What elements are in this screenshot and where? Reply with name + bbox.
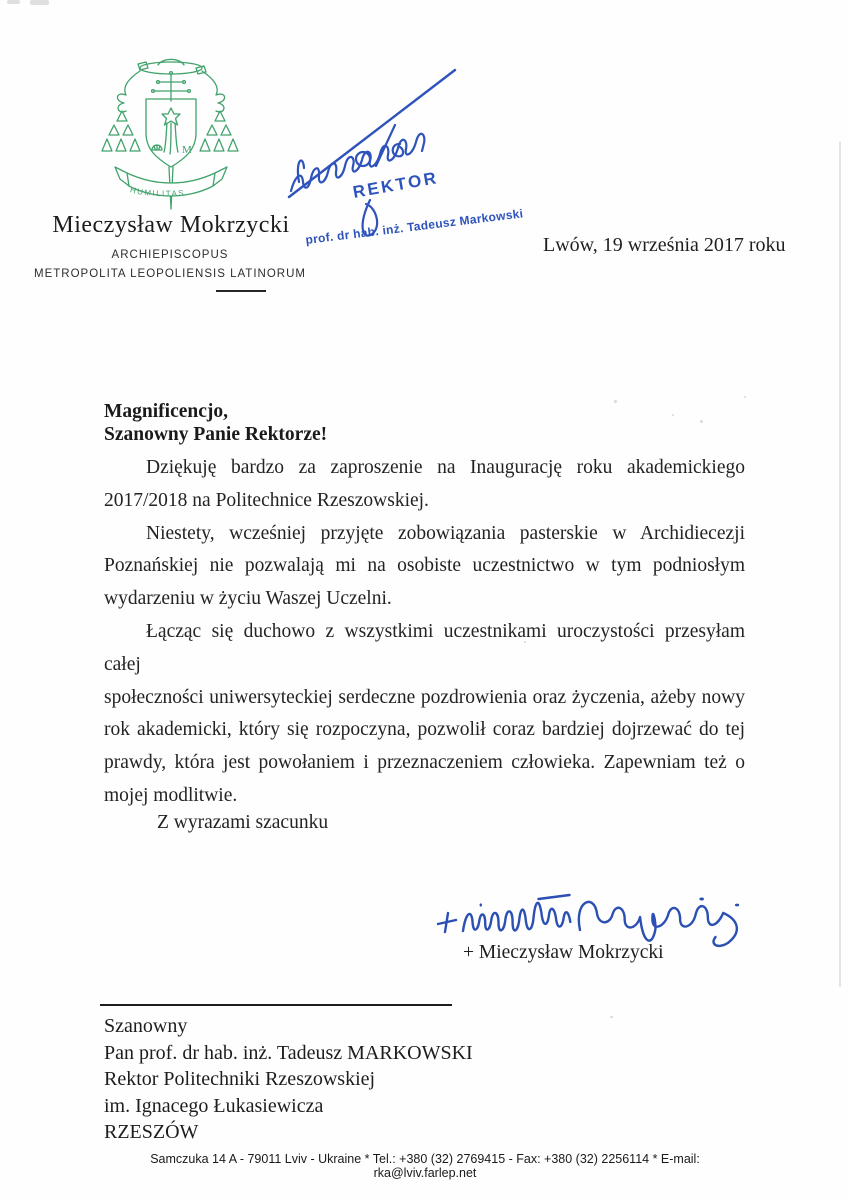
letter-body [104,400,745,813]
signature-first-name [463,895,570,931]
comet-tail [164,123,178,154]
body-line: Łącząc się duchowo z wszystkimi uczestnikami uroczystości przesyłam całej [104,620,745,675]
cord-left [117,71,140,112]
salutation-line-1: Magnificencjo, [104,401,229,422]
recipient-rule [100,1004,452,1006]
paragraph-2 [104,518,745,616]
body-line: Poznańskiej nie pozwalają mi na osobiste uczestnictwo w tym podniosłym [104,555,745,577]
signature-i-dot [699,898,704,901]
footer-contact-line: Samczuka 14 A - 79011 Lviv - Ukraine * Tel.: +380 (32) 2769415 - Fax: +380 (32) 2256114 * E-mail: rka@lviv.farlep.net [150,1152,700,1180]
letter-m-charge: M [182,144,192,156]
recipient-line: Pan prof. dr hab. inż. Tadeusz MARKOWSKI [104,1041,473,1064]
scan-smudge [7,0,20,4]
paragraph-1 [104,452,745,518]
letterhead-title-2: METROPOLITA LEOPOLIENSIS LATINORUM [34,268,306,280]
body-line: mojej modlitwie. [104,784,238,806]
recipient-line: im. Ignacego Łukasiewicza [104,1094,324,1117]
body-line: wydarzeniu w życiu Waszej Uczelni. [104,588,392,610]
cross-upper [154,74,188,101]
signature-cross [438,913,456,932]
signature-l-bar [538,895,569,899]
salutation-line-2: Szanowny Panie Rektorze! [104,424,328,445]
signature-end-dot [735,904,739,907]
shell-charge [152,145,162,150]
closing-line: Z wyrazami szacunku [157,812,329,833]
recipient-block [104,1013,473,1146]
letterhead-rule [216,290,266,292]
handwritten-annotation [278,58,553,258]
body-line: Niestety, wcześniej przyjęte zobowiązania pasterskie w Archidiecezji [146,522,745,544]
paragraph-3 [104,616,745,813]
scan-speck [610,1016,613,1018]
tassels-left [102,111,140,151]
recipient-line: Rektor Politechniki Rzeszowskiej [104,1068,376,1090]
rector-name-stamp: prof. dr hab. inż. Tadeusz Markowski [304,206,525,247]
rektor-stamp: REKTOR [351,168,440,202]
recipient-line: RZESZÓW [104,1121,199,1143]
typed-signature: + Mieczysław Mokrzycki [463,942,664,963]
scan-speck [744,396,746,398]
signature-tail [714,913,737,946]
recipient-line: Szanowny [104,1015,188,1037]
body-line: społeczności uniwersyteckiej serdeczne pozdrowienia oraz życzenia, ażeby nowy [104,686,745,708]
body-line: rok akademicki, który się rozpoczyna, pozwolił coraz bardziej dojrzewać do tej [104,719,745,741]
scan-edge-line [839,142,841,987]
scan-smudge [30,0,49,5]
body-line: Dziękuję bardzo za zaproszenie na Inaugurację roku akademickiego [146,457,745,478]
episcopal-crest-icon [100,55,240,215]
body-line: prawdy, która jest powołaniem i przeznaczeniem człowieka. Zapewniam też o [104,752,745,774]
crest-motto: HUMILITAS [129,185,186,199]
date-line: Lwów, 19 września 2017 roku [543,234,786,256]
letterhead-title-1: ARCHIEPISCOPUS [111,249,229,261]
body-line: 2017/2018 na Politechnice Rzeszowskiej. [104,489,429,511]
signature-i-dot [480,903,482,906]
letterhead-name: Mieczysław Mokrzycki [52,212,290,238]
tassels-right [200,111,238,151]
signature-last-name [579,898,739,946]
cord-right [202,71,225,112]
